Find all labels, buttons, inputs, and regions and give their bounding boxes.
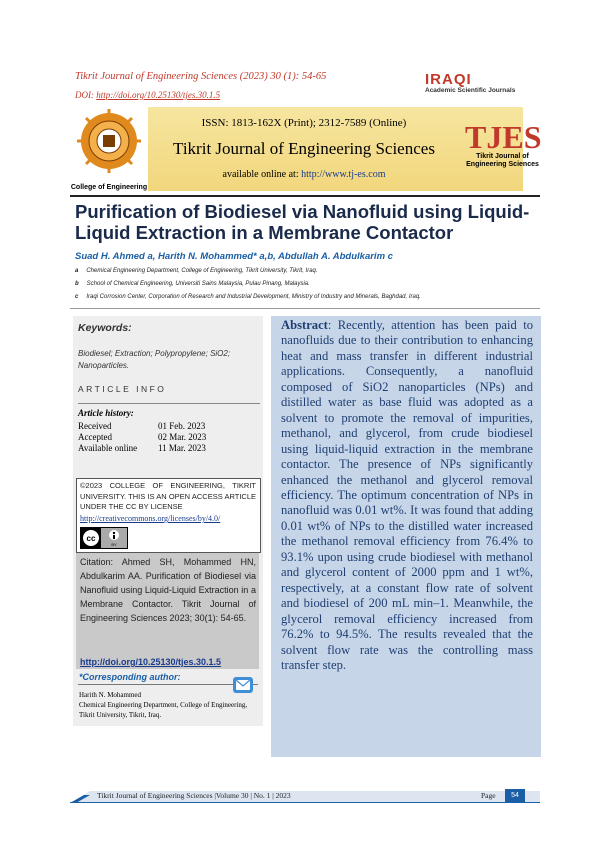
affiliation-key: b <box>75 281 79 287</box>
footer-journal-info: Tikrit Journal of Engineering Sciences |Volume 30 | No. 1 | 2023 <box>97 791 291 800</box>
iraqi-logo-subtitle: Academic Scientific Journals <box>425 87 516 94</box>
citation-text: Citation: Ahmed SH, Mohammed HN, Abdulkarim AA. Purification of Biodiesel via Nanofluid using Liquid-Liquid Extraction in a Membrane Contactor. Tikrit Journal of Engineering Sciences 2023; 30(1): 54-65. <box>80 557 256 624</box>
abstract-text: : Recently, attention has been paid to nanofluids due to their contribution to enhancing heat and mass transfer in different industrial applications. Consequently, a nanofluid composed of SiO2 nanoparticles (NPs) and distilled water as base fluid was adopted as a solvent to promote the removal of impurities, methanol, and glycerol, from crude biodiesel using liquid-liquid extraction in the membrane contactor. The presence of NPs significantly enhanced the methanol and glycerol removal efficiency. The optimum concentration of NPs in nanofluid was 0.01 wt%. It was found that adding 0.01 wt% of NPs to the distilled water increased the methanol removal efficiency from 76.4% to 93.1% upon using crude biodiesel with methanol and glycerol content of 2000 ppm and 1 wt%, respectively, at a constant flow rate of solvent and biodiesel of 200 mL min–1. Meanwhile, the glycerol removal efficiency increased from 76.2% to 94.5%. The results revealed that the solvent flow rate was the controlling mass transfer step. <box>281 318 533 672</box>
history-date: 01 Feb. 2023 <box>158 421 206 431</box>
article-title: Purification of Biodiesel via Nanofluid using Liquid-Liquid Extraction in a Membrane Contactor <box>75 201 530 243</box>
abstract-label: Abstract <box>281 318 328 332</box>
copyright-notice: ©2023 COLLEGE OF ENGINEERING, TIKRIT UNIVERSITY. THIS IS AN OPEN ACCESS ARTICLE UNDER THE CC BY LICENSE <box>80 481 256 511</box>
tjes-logo-subtitle: Tikrit Journal of Engineering Sciences <box>466 153 539 168</box>
tjes-logo <box>465 121 540 169</box>
available-online <box>148 169 460 180</box>
corresponding-author-address: Chemical Engineering Department, College of Engineering, Tikrit University, Tikrit, Iraq. <box>79 701 248 719</box>
header-divider <box>70 308 540 309</box>
cc-by-icon <box>80 527 128 549</box>
envelope-icon <box>233 677 253 693</box>
college-caption: College of Engineering <box>70 184 148 191</box>
keywords-title: Keywords: <box>78 322 132 334</box>
journal-reference: Tikrit Journal of Engineering Sciences (2023) 30 (1): 54-65 <box>75 71 327 82</box>
affiliation-text: Iraqi Corrosion Center, Corporation of Research and Industrial Development, Ministry of Industry and Minerals, Baghdad, Iraq. <box>86 294 421 300</box>
doi-line <box>75 90 220 100</box>
email-icon[interactable] <box>233 677 253 693</box>
footer-page-label: Page <box>481 791 496 800</box>
svg-text:cc: cc <box>86 534 96 543</box>
affiliation-text: School of Chemical Engineering, Universiti Sains Malaysia, Pulau Pinang, Malaysia. <box>86 281 310 287</box>
college-emblem-icon <box>70 107 148 179</box>
journal-website-link[interactable]: http://www.tj-es.com <box>301 169 386 180</box>
authors: Suad H. Ahmed a, Harith N. Mohammed* a,b, Abdullah A. Abdulkarim c <box>75 251 393 262</box>
affiliation-key: a <box>75 268 79 274</box>
doi-prefix: DOI: <box>75 90 97 100</box>
iraqi-journals-logo <box>425 73 535 95</box>
abstract <box>281 318 533 673</box>
history-title: Article history: <box>78 408 134 418</box>
license-link[interactable]: http://creativecommons.org/licenses/by/4.0/ <box>80 514 221 523</box>
affiliation-key: c <box>75 294 79 300</box>
cc-by-badge <box>80 527 128 549</box>
history-available <box>78 443 258 453</box>
svg-text:BY: BY <box>111 542 117 547</box>
history-received <box>78 421 258 431</box>
affiliation-a <box>75 268 318 274</box>
citation-doi-link[interactable]: http://doi.org/10.25130/tjes.30.1.5 <box>80 657 222 667</box>
affiliation-c <box>75 294 421 300</box>
tjes-logo-text: TJES <box>465 119 542 155</box>
corresponding-divider <box>78 684 258 685</box>
history-date: 02 Mar. 2023 <box>158 432 207 442</box>
article-info-divider <box>78 403 260 404</box>
title-divider <box>70 195 540 197</box>
college-logo <box>70 107 148 191</box>
issn: ISSN: 1813-162X (Print); 2312-7589 (Online) <box>201 117 407 129</box>
article-info-heading: ARTICLE INFO <box>78 384 167 394</box>
journal-banner <box>70 107 540 191</box>
history-label: Received <box>78 421 112 431</box>
doi-link[interactable]: http://doi.org/10.25130/tjes.30.1.5 <box>96 90 221 100</box>
iraqi-logo-word: IRAQI <box>425 71 472 88</box>
affiliation-b <box>75 281 310 287</box>
affiliation-text: Chemical Engineering Department, College of Engineering, Tikrit University, Tikrit, Iraq. <box>86 268 318 274</box>
available-prefix: available online at: <box>222 169 302 180</box>
history-label: Accepted <box>78 432 112 442</box>
corresponding-author-name: Harith N. Mohammed <box>79 691 142 699</box>
banner-journal-title: Tikrit Journal of Engineering Sciences <box>173 139 435 158</box>
page-number: 54 <box>505 789 525 802</box>
history-date: 11 Mar. 2023 <box>158 443 206 453</box>
corresponding-author-title: *Corresponding author: <box>79 672 181 682</box>
keywords-list: Biodiesel; Extraction; Polypropylene; SiO2; Nanoparticles. <box>78 349 231 370</box>
history-label: Available online <box>78 443 138 453</box>
history-accepted <box>78 432 258 442</box>
